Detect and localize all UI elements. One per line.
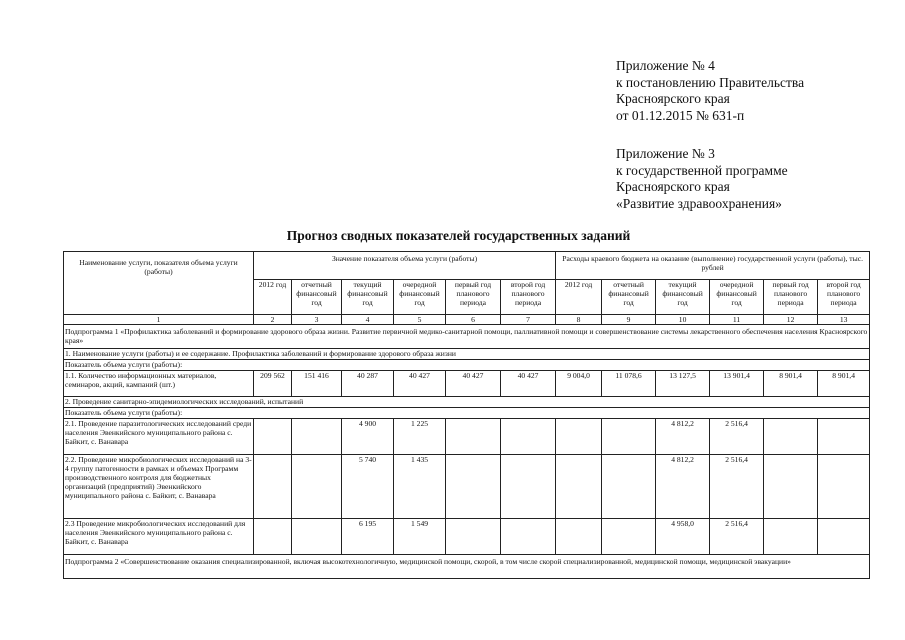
appendix-4-line-3: Красноярского края bbox=[616, 91, 730, 106]
value-cell bbox=[764, 519, 818, 555]
value-cell bbox=[446, 419, 501, 455]
column-number-row bbox=[64, 315, 870, 325]
value-cell bbox=[292, 519, 342, 555]
value-cell: 4 900 bbox=[342, 419, 394, 455]
subheader-cell: второй год планового периода bbox=[818, 280, 870, 315]
subprogram-1-row bbox=[64, 325, 870, 349]
document-title-text: Прогноз сводных показателей государственных заданий bbox=[286, 228, 631, 243]
appendix-4-line-4: от 01.12.2015 № 631-п bbox=[616, 107, 745, 123]
value-cell: 11 078,6 bbox=[602, 371, 656, 397]
column-number: 11 bbox=[710, 315, 764, 325]
appendix-4-line-2: к постановлению Правительства bbox=[616, 74, 805, 90]
row-name: 1.1. Количество информационных материалов, семинаров, акций, кампаний (шт.) bbox=[64, 371, 254, 397]
table-row bbox=[64, 455, 870, 519]
value-cell bbox=[501, 519, 556, 555]
value-cell bbox=[556, 519, 602, 555]
table-row bbox=[64, 419, 870, 455]
value-cell: 40 287 bbox=[342, 371, 394, 397]
value-cell bbox=[254, 419, 292, 455]
value-cell: 13 901,4 bbox=[710, 371, 764, 397]
subheader-cell: первый год планового периода bbox=[764, 280, 818, 315]
value-cell: 2 516,4 bbox=[710, 455, 764, 519]
subheader-cell: очередной финансовый год bbox=[394, 280, 446, 315]
value-cell: 8 901,4 bbox=[818, 371, 870, 397]
value-cell bbox=[602, 519, 656, 555]
subheader-cell: текущий финансовый год bbox=[342, 280, 394, 315]
header-budget-group: Расходы краевого бюджета на оказание (выполнение) государственной услуги (работы), тыс. рублей bbox=[556, 252, 870, 280]
value-cell: 9 004,0 bbox=[556, 371, 602, 397]
value-cell: 1 225 bbox=[394, 419, 446, 455]
forecast-table bbox=[63, 251, 870, 579]
subheader-cell: текущий финансовый год bbox=[656, 280, 710, 315]
value-cell: 40 427 bbox=[446, 371, 501, 397]
value-cell: 40 427 bbox=[501, 371, 556, 397]
column-number: 5 bbox=[394, 315, 446, 325]
service-1-title: 1. Наименование услуги (работы) и ее содержание. Профилактика заболеваний и формирование здорового образа жизни bbox=[64, 349, 870, 360]
value-cell bbox=[446, 519, 501, 555]
document-title bbox=[0, 228, 905, 244]
column-number: 1 bbox=[64, 315, 254, 325]
column-number: 7 bbox=[501, 315, 556, 325]
appendix-3-line-3: Красноярского края bbox=[616, 179, 730, 194]
subheader-cell: 2012 год bbox=[556, 280, 602, 315]
appendix-3-line-4: «Развитие здравоохранения» bbox=[616, 195, 782, 211]
value-cell bbox=[556, 455, 602, 519]
indicator-1-label: Показатель объема услуги (работы): bbox=[64, 360, 870, 371]
service-2-row bbox=[64, 397, 870, 408]
value-cell: 4 812,2 bbox=[656, 419, 710, 455]
appendix-3-block bbox=[616, 146, 788, 212]
table-row bbox=[64, 371, 870, 397]
column-number: 3 bbox=[292, 315, 342, 325]
row-name: 2.1. Проведение паразитологических исследований среди населения Эвенкийского муниципального района с. Байкит, с. Ванавара bbox=[64, 419, 254, 455]
value-cell: 2 516,4 bbox=[710, 519, 764, 555]
subheader-cell: отчетный финансовый год bbox=[602, 280, 656, 315]
value-cell bbox=[818, 419, 870, 455]
value-cell: 4 812,2 bbox=[656, 455, 710, 519]
value-cell bbox=[501, 419, 556, 455]
indicator-1-row bbox=[64, 360, 870, 371]
service-2-title: 2. Проведение санитарно-эпидемиологических исследований, испытаний bbox=[64, 397, 870, 408]
value-cell: 5 740 bbox=[342, 455, 394, 519]
value-cell: 8 901,4 bbox=[764, 371, 818, 397]
indicator-2-row bbox=[64, 408, 870, 419]
column-number: 10 bbox=[656, 315, 710, 325]
header-volume-group: Значение показателя объема услуги (работы) bbox=[254, 252, 556, 280]
column-number: 13 bbox=[818, 315, 870, 325]
value-cell: 2 516,4 bbox=[710, 419, 764, 455]
subheader-cell: первый год планового периода bbox=[446, 280, 501, 315]
column-number: 8 bbox=[556, 315, 602, 325]
value-cell: 209 562 bbox=[254, 371, 292, 397]
value-cell bbox=[818, 519, 870, 555]
subprogram-1-title: Подпрограмма 1 «Профилактика заболеваний и формирование здорового образа жизни. Развитие первичной медико-санитарной помощи, паллиативной помощи и совершенствование системы лекарственного обеспечения населения Красноярского края» bbox=[64, 325, 870, 349]
subprogram-2-title: Подпрограмма 2 «Совершенствование оказания специализированной, включая высокотехнологичную, медицинской помощи, скорой, в том числе скорой специализированной, медицинской помощи, медицинской эвакуации» bbox=[64, 555, 870, 579]
value-cell bbox=[764, 455, 818, 519]
subheader-cell: второй год планового периода bbox=[501, 280, 556, 315]
value-cell bbox=[602, 455, 656, 519]
header-service-name: Наименование услуги, показателя объема услуги (работы) bbox=[64, 252, 254, 315]
value-cell: 1 549 bbox=[394, 519, 446, 555]
appendix-3-line-2: к государственной программе bbox=[616, 162, 788, 178]
subheader-cell: очередной финансовый год bbox=[710, 280, 764, 315]
column-number: 2 bbox=[254, 315, 292, 325]
column-number: 4 bbox=[342, 315, 394, 325]
value-cell: 1 435 bbox=[394, 455, 446, 519]
row-name: 2.3 Проведение микробиологических исследований для населения Эвенкийского муниципального района с. Байкит, с. Ванавара bbox=[64, 519, 254, 555]
column-number: 6 bbox=[446, 315, 501, 325]
value-cell bbox=[292, 419, 342, 455]
subheader-cell: 2012 год bbox=[254, 280, 292, 315]
value-cell: 4 958,0 bbox=[656, 519, 710, 555]
value-cell: 40 427 bbox=[394, 371, 446, 397]
appendix-4-block bbox=[616, 58, 804, 124]
value-cell bbox=[764, 419, 818, 455]
value-cell bbox=[818, 455, 870, 519]
indicator-2-label: Показатель объема услуги (работы): bbox=[64, 408, 870, 419]
appendix-3-line-1: Приложение № 3 bbox=[616, 146, 715, 161]
subheader-cell: отчетный финансовый год bbox=[292, 280, 342, 315]
value-cell: 6 195 bbox=[342, 519, 394, 555]
value-cell bbox=[602, 419, 656, 455]
value-cell bbox=[254, 519, 292, 555]
value-cell bbox=[501, 455, 556, 519]
subprogram-2-row bbox=[64, 555, 870, 579]
table-header-row bbox=[64, 252, 870, 280]
table-row bbox=[64, 519, 870, 555]
column-number: 9 bbox=[602, 315, 656, 325]
value-cell bbox=[446, 455, 501, 519]
row-name: 2.2. Проведение микробиологических исследований на 3-4 группу патогенности в рамках и объемах Программ производственного контроля для бюджетных организаций (предприятий) Эвенкийского муниципального района с. Байкит, с. Ванавара bbox=[64, 455, 254, 519]
value-cell bbox=[556, 419, 602, 455]
column-number: 12 bbox=[764, 315, 818, 325]
value-cell: 151 416 bbox=[292, 371, 342, 397]
value-cell bbox=[254, 455, 292, 519]
service-1-row bbox=[64, 349, 870, 360]
value-cell: 13 127,5 bbox=[656, 371, 710, 397]
value-cell bbox=[292, 455, 342, 519]
appendix-4-line-1: Приложение № 4 bbox=[616, 58, 715, 73]
